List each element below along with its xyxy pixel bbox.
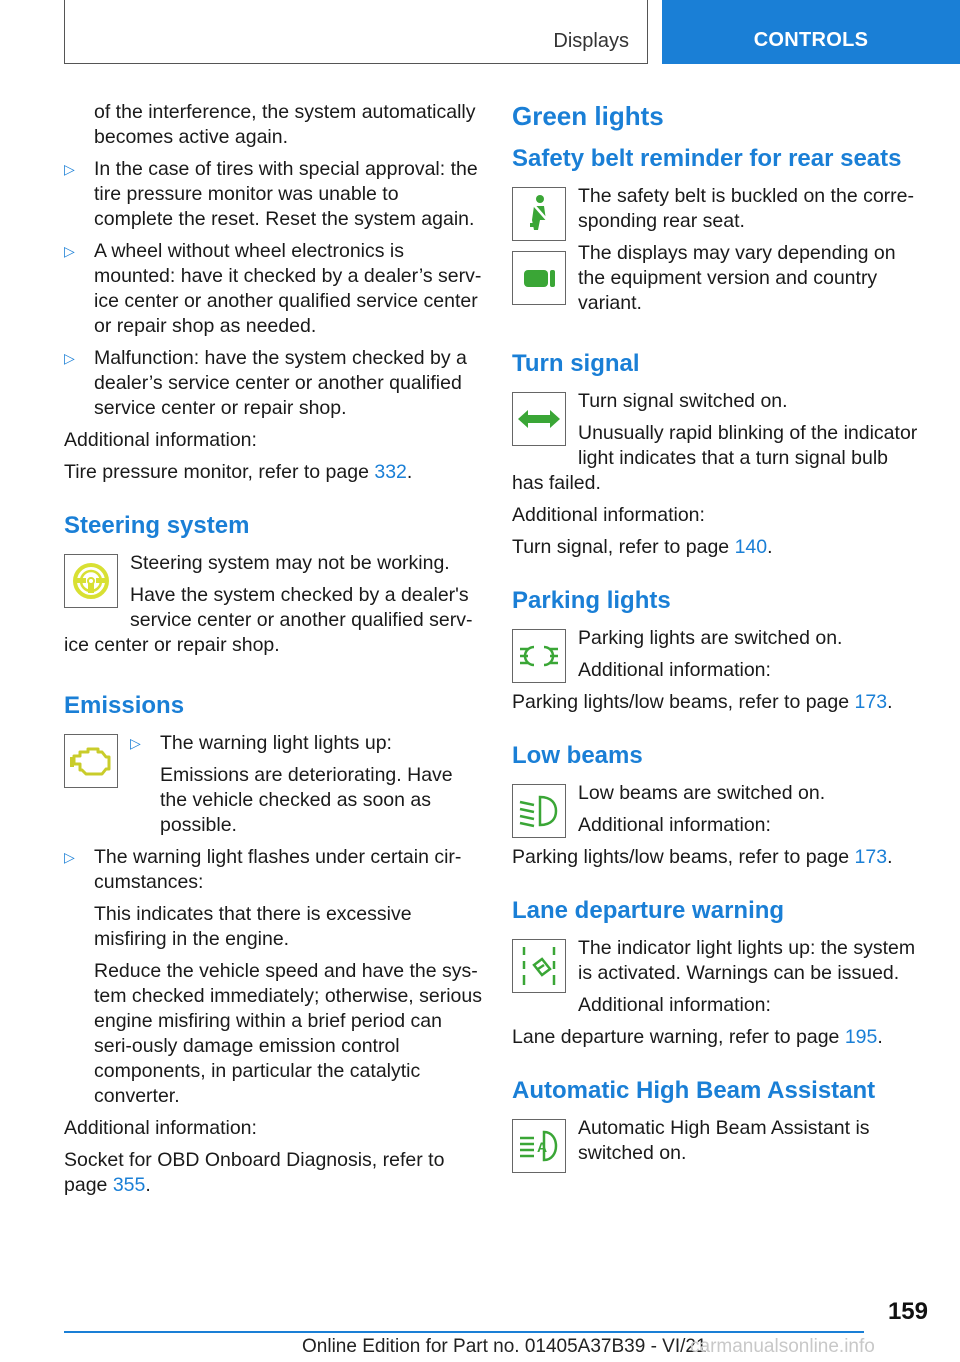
turn-text-1: Turn signal switched on. (578, 390, 788, 412)
turn-signal-icon (512, 392, 566, 446)
page-link-332[interactable]: 332 (374, 461, 407, 483)
bullet-text: Malfunction: have the system checked by a dealer’s service center or another qualified service center or repair shop. (94, 347, 467, 419)
right-column (512, 100, 924, 1179)
list-item (64, 845, 482, 1109)
triangle-bullet-icon: ▷ (130, 735, 141, 751)
edition-info: Online Edition for Part no. 01405A37B39 - VI/21 (302, 1336, 707, 1357)
additional-info-label: Additional information: (578, 994, 771, 1016)
low-text-1: Low beams are switched on. (578, 782, 826, 804)
steering-warning-icon (64, 554, 118, 608)
belt-text-2: The displays may vary depending on the equipment version and country variant. (578, 242, 896, 314)
reference-text: Lane departure warning, refer to page (512, 1026, 845, 1048)
low-beams-icon (512, 784, 566, 838)
additional-info-label: Additional information: (512, 504, 705, 526)
additional-info-label: Additional information: (578, 814, 771, 836)
green-lights-heading: Green lights (512, 101, 664, 131)
header-section-box (64, 0, 648, 64)
page-link-173[interactable]: 173 (854, 846, 888, 868)
lane-reference: Lane departure warning, refer to page 195. (512, 1026, 883, 1048)
page-number: 159 (887, 1298, 928, 1325)
parking-lights-icon (512, 629, 566, 683)
emissions-first-bullet-wrap (130, 731, 482, 838)
turn-signal-heading: Turn signal (512, 350, 640, 377)
belt-text-1: The safety belt is buckled on the corre-sponding rear seat. (578, 185, 915, 232)
reference-text: Socket for OBD Onboard Diagnosis, refer to page (64, 1149, 445, 1196)
header-section-title: Displays (553, 30, 629, 52)
bullet-text: In the case of tires with special approval: the tire pressure monitor was unable to complete the reset. Reset the system again. (94, 158, 478, 230)
parking-text-1: Parking lights are switched on. (578, 627, 843, 649)
emissions-heading: Emissions (64, 692, 185, 719)
watermark-text: carmanualsonline.info (690, 1336, 875, 1357)
header-chapter-tab: CONTROLS (662, 0, 960, 64)
safety-belt-icons (512, 184, 578, 315)
high-beam-assistant-icon (512, 1119, 566, 1173)
list-item (64, 239, 482, 339)
emissions-bullet-2-c: Reduce the vehicle speed and have the sys-tem checked immediately; otherwise, serious engine misfiring within a brief period can seri-ously damage emission control components, in particular the catalytic converter. (94, 960, 482, 1107)
turn-reference: Turn signal, refer to page 140. (512, 536, 773, 558)
bullet-text: A wheel without wheel electronics is mounted: have it checked by a dealer’s serv-ice center or another qualified service center or repair shop as needed. (94, 240, 482, 337)
list-item (64, 346, 482, 421)
parking-lights-heading: Parking lights (512, 587, 671, 614)
emissions-bullet-2-a: The warning light flashes under certain cir-cumstances: (94, 846, 462, 893)
steering-system-heading: Steering system (64, 512, 250, 539)
seatbelt-icon (512, 187, 566, 241)
steering-text-1: Steering system may not be working. (130, 552, 450, 574)
tire-pressure-reference: Tire pressure monitor, refer to page 332. (64, 461, 413, 483)
parking-reference: Parking lights/low beams, refer to page 173. (512, 691, 893, 713)
triangle-bullet-icon: ▷ (64, 161, 75, 177)
steering-text-2: Have the system checked by a dealer's service center or another qualified serv-ice center or repair shop. (64, 584, 473, 656)
high-beam-assistant-heading: Automatic High Beam Assistant (512, 1077, 876, 1104)
additional-info-label: Additional information: (578, 659, 771, 681)
low-beams-heading: Low beams (512, 742, 643, 769)
safety-belt-heading: Safety belt reminder for rear seats (512, 145, 902, 172)
page-link-140[interactable]: 140 (734, 536, 768, 558)
list-item (64, 157, 482, 232)
footer-divider (64, 1331, 864, 1333)
high-beam-text-1: Automatic High Beam Assistant is switched on. (578, 1117, 870, 1164)
reference-text: Tire pressure monitor, refer to page (64, 461, 375, 483)
page-link-173[interactable]: 173 (854, 691, 888, 713)
low-reference: Parking lights/low beams, refer to page 173. (512, 846, 893, 868)
emissions-bullet-1-a: The warning light lights up: (160, 732, 392, 754)
emissions-bullet-2-b: This indicates that there is excessive misfiring in the engine. (94, 903, 412, 950)
list-item (130, 731, 482, 838)
obd-reference: Socket for OBD Onboard Diagnosis, refer to page 355. (64, 1149, 445, 1196)
page-link-195[interactable]: 195 (844, 1026, 878, 1048)
engine-warning-icon (64, 734, 118, 788)
reference-text: Parking lights/low beams, refer to page (512, 691, 855, 713)
reference-text: Turn signal, refer to page (512, 536, 735, 558)
lane-text-1: The indicator light lights up: the system is activated. Warnings can be issued. (578, 937, 916, 984)
page-link-355[interactable]: 355 (112, 1174, 146, 1196)
lane-departure-icon (512, 939, 566, 993)
triangle-bullet-icon: ▷ (64, 243, 75, 259)
reference-text: Parking lights/low beams, refer to page (512, 846, 855, 868)
additional-info-label: Additional information: (64, 429, 257, 451)
intro-text: of the interference, the system automatically becomes active again. (94, 101, 476, 148)
additional-info-label: Additional information: (64, 1117, 257, 1139)
triangle-bullet-icon: ▷ (64, 350, 75, 366)
lane-departure-heading: Lane departure warning (512, 897, 785, 924)
left-column (64, 100, 482, 1205)
rear-seat-belt-icon (512, 251, 566, 305)
triangle-bullet-icon: ▷ (64, 849, 75, 865)
svg-text:A: A (537, 1139, 548, 1155)
emissions-bullet-1-b: Emissions are deteriorating. Have the vehicle checked as soon as possible. (160, 764, 453, 836)
turn-text-2: Unusually rapid blinking of the indicator light indicates that a turn signal bulb has failed. (512, 422, 918, 494)
